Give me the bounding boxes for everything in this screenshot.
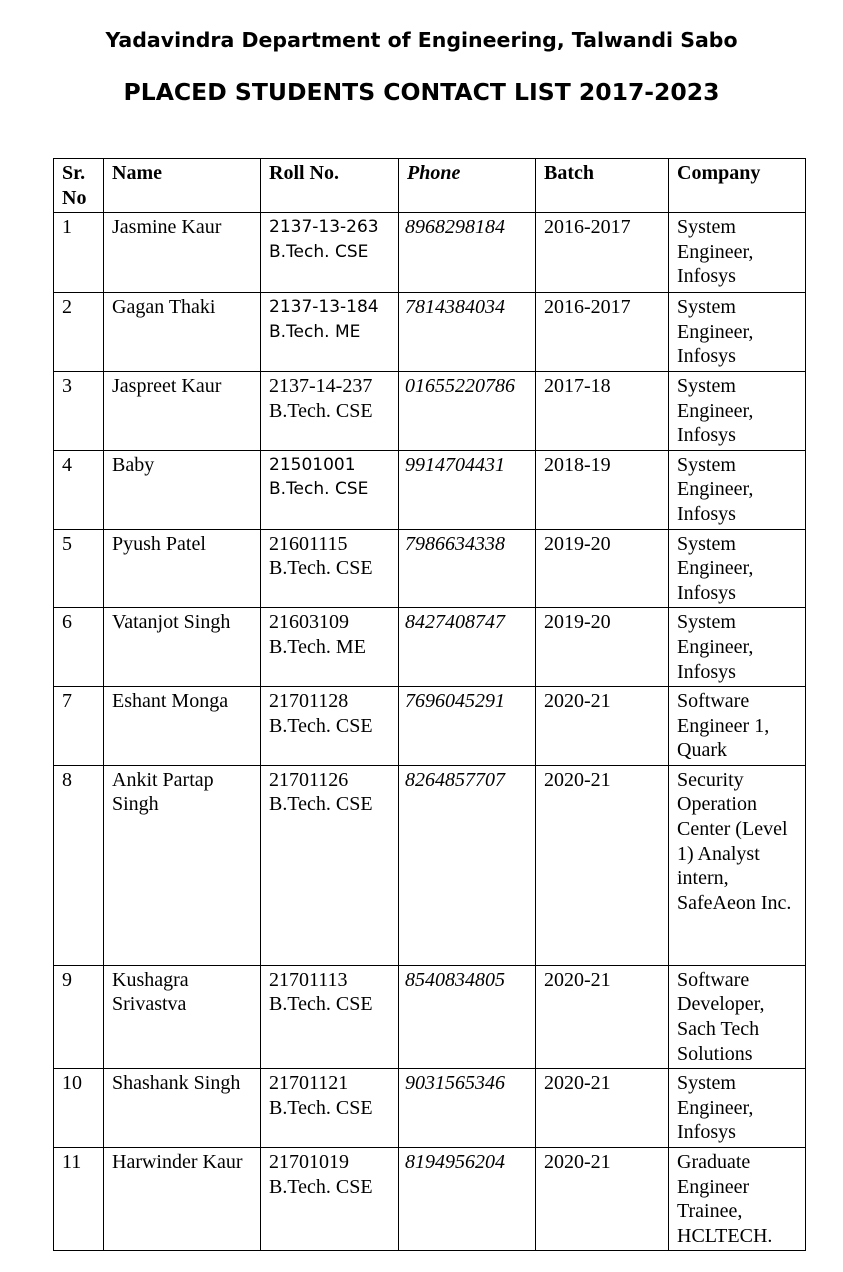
- table-row: [54, 371, 806, 450]
- cell-batch: 2016-2017: [536, 293, 669, 372]
- cell-sr: 7: [54, 687, 104, 766]
- cell-company: System Engineer, Infosys: [669, 293, 806, 372]
- department: B.Tech. CSE: [269, 993, 373, 1016]
- table-row: [54, 687, 806, 766]
- cell-batch: 2020-21: [536, 1148, 669, 1251]
- cell-batch: 2019-20: [536, 529, 669, 608]
- cell-name: Harwinder Kaur: [104, 1148, 261, 1251]
- cell-name: Jaspreet Kaur: [104, 371, 261, 450]
- cell-phone: 9031565346: [399, 1069, 536, 1148]
- roll-number: 2137-14-237: [269, 374, 373, 397]
- col-header-phone: Phone: [399, 159, 536, 213]
- cell-batch: 2020-21: [536, 765, 669, 965]
- roll-number: 21701121: [269, 1072, 349, 1095]
- table-row: [54, 450, 806, 529]
- cell-company: Graduate Engineer Trainee, HCLTECH.: [669, 1148, 806, 1251]
- cell-sr: 11: [54, 1148, 104, 1251]
- cell-phone: 8194956204: [399, 1148, 536, 1251]
- table-row: [54, 965, 806, 1068]
- cell-roll: [261, 213, 399, 293]
- cell-roll: [261, 293, 399, 372]
- institution-title: Yadavindra Department of Engineering, Talwandi Sabo: [105, 28, 738, 52]
- cell-name: Baby: [104, 450, 261, 529]
- cell-phone: 7986634338: [399, 529, 536, 608]
- cell-sr: 3: [54, 371, 104, 450]
- cell-name: Jasmine Kaur: [104, 213, 261, 293]
- col-header-roll: Roll No.: [261, 159, 399, 213]
- department: B.Tech. ME: [269, 321, 361, 342]
- cell-company: System Engineer, Infosys: [669, 450, 806, 529]
- table-row: [54, 765, 806, 965]
- cell-phone: 01655220786: [399, 371, 536, 450]
- department: B.Tech. CSE: [269, 1096, 373, 1119]
- cell-company: System Engineer, Infosys: [669, 608, 806, 687]
- department: B.Tech. CSE: [269, 241, 369, 262]
- cell-phone: 8427408747: [399, 608, 536, 687]
- department: B.Tech. ME: [269, 635, 366, 658]
- cell-sr: 10: [54, 1069, 104, 1148]
- col-header-batch: Batch: [536, 159, 669, 213]
- table-row: [54, 213, 806, 293]
- department: B.Tech. CSE: [269, 1175, 373, 1198]
- table-row: [54, 1148, 806, 1251]
- cell-company: Software Developer, Sach Tech Solutions: [669, 965, 806, 1068]
- cell-company: Security Operation Center (Level 1) Analyst intern, SafeAeon Inc.: [669, 765, 806, 965]
- cell-roll: [261, 529, 399, 608]
- table-row: [54, 293, 806, 372]
- cell-sr: 8: [54, 765, 104, 965]
- cell-name: Ankit Partap Singh: [104, 765, 261, 965]
- cell-batch: 2020-21: [536, 1069, 669, 1148]
- roll-number: 2137-13-263: [269, 217, 379, 238]
- table-row: [54, 1069, 806, 1148]
- cell-name: Shashank Singh: [104, 1069, 261, 1148]
- roll-number: 21601115: [269, 532, 348, 555]
- roll-number: 21701113: [269, 968, 348, 991]
- roll-number: 21701019: [269, 1151, 349, 1174]
- cell-roll: [261, 965, 399, 1068]
- list-title: PLACED STUDENTS CONTACT LIST 2017-2023: [123, 78, 720, 106]
- cell-batch: 2016-2017: [536, 213, 669, 293]
- table-body: [54, 213, 806, 1251]
- roll-number: 21701128: [269, 690, 349, 713]
- col-header-sr: Sr. No: [54, 159, 104, 213]
- cell-roll: [261, 608, 399, 687]
- placed-students-table: [53, 158, 806, 1251]
- cell-sr: 1: [54, 213, 104, 293]
- cell-sr: 5: [54, 529, 104, 608]
- roll-number: 21603109: [269, 611, 349, 634]
- department: B.Tech. CSE: [269, 793, 373, 816]
- cell-sr: 6: [54, 608, 104, 687]
- cell-sr: 2: [54, 293, 104, 372]
- roll-number: 21501001: [269, 454, 356, 475]
- cell-company: System Engineer, Infosys: [669, 371, 806, 450]
- table-header-row: [54, 159, 806, 213]
- cell-phone: 8264857707: [399, 765, 536, 965]
- table-row: [54, 608, 806, 687]
- cell-batch: 2018-19: [536, 450, 669, 529]
- cell-roll: [261, 765, 399, 965]
- cell-sr: 4: [54, 450, 104, 529]
- cell-batch: 2020-21: [536, 687, 669, 766]
- cell-roll: [261, 1148, 399, 1251]
- cell-phone: 7814384034: [399, 293, 536, 372]
- cell-batch: 2020-21: [536, 965, 669, 1068]
- cell-phone: 7696045291: [399, 687, 536, 766]
- cell-roll: [261, 687, 399, 766]
- cell-company: System Engineer, Infosys: [669, 529, 806, 608]
- cell-name: Pyush Patel: [104, 529, 261, 608]
- cell-company: Software Engineer 1, Quark: [669, 687, 806, 766]
- department: B.Tech. CSE: [269, 399, 373, 422]
- cell-name: Vatanjot Singh: [104, 608, 261, 687]
- cell-phone: 9914704431: [399, 450, 536, 529]
- cell-name: Gagan Thaki: [104, 293, 261, 372]
- cell-company: System Engineer, Infosys: [669, 213, 806, 293]
- cell-sr: 9: [54, 965, 104, 1068]
- cell-phone: 8540834805: [399, 965, 536, 1068]
- department: B.Tech. CSE: [269, 557, 373, 580]
- col-header-company: Company: [669, 159, 806, 213]
- cell-batch: 2017-18: [536, 371, 669, 450]
- cell-phone: 8968298184: [399, 213, 536, 293]
- roll-number: 21701126: [269, 768, 349, 791]
- department: B.Tech. CSE: [269, 714, 373, 737]
- cell-batch: 2019-20: [536, 608, 669, 687]
- cell-company: System Engineer, Infosys: [669, 1069, 806, 1148]
- roll-number: 2137-13-184: [269, 297, 379, 318]
- col-header-name: Name: [104, 159, 261, 213]
- cell-name: Kushagra Srivastva: [104, 965, 261, 1068]
- cell-roll: [261, 371, 399, 450]
- department: B.Tech. CSE: [269, 479, 369, 500]
- table-row: [54, 529, 806, 608]
- cell-roll: [261, 450, 399, 529]
- cell-name: Eshant Monga: [104, 687, 261, 766]
- cell-roll: [261, 1069, 399, 1148]
